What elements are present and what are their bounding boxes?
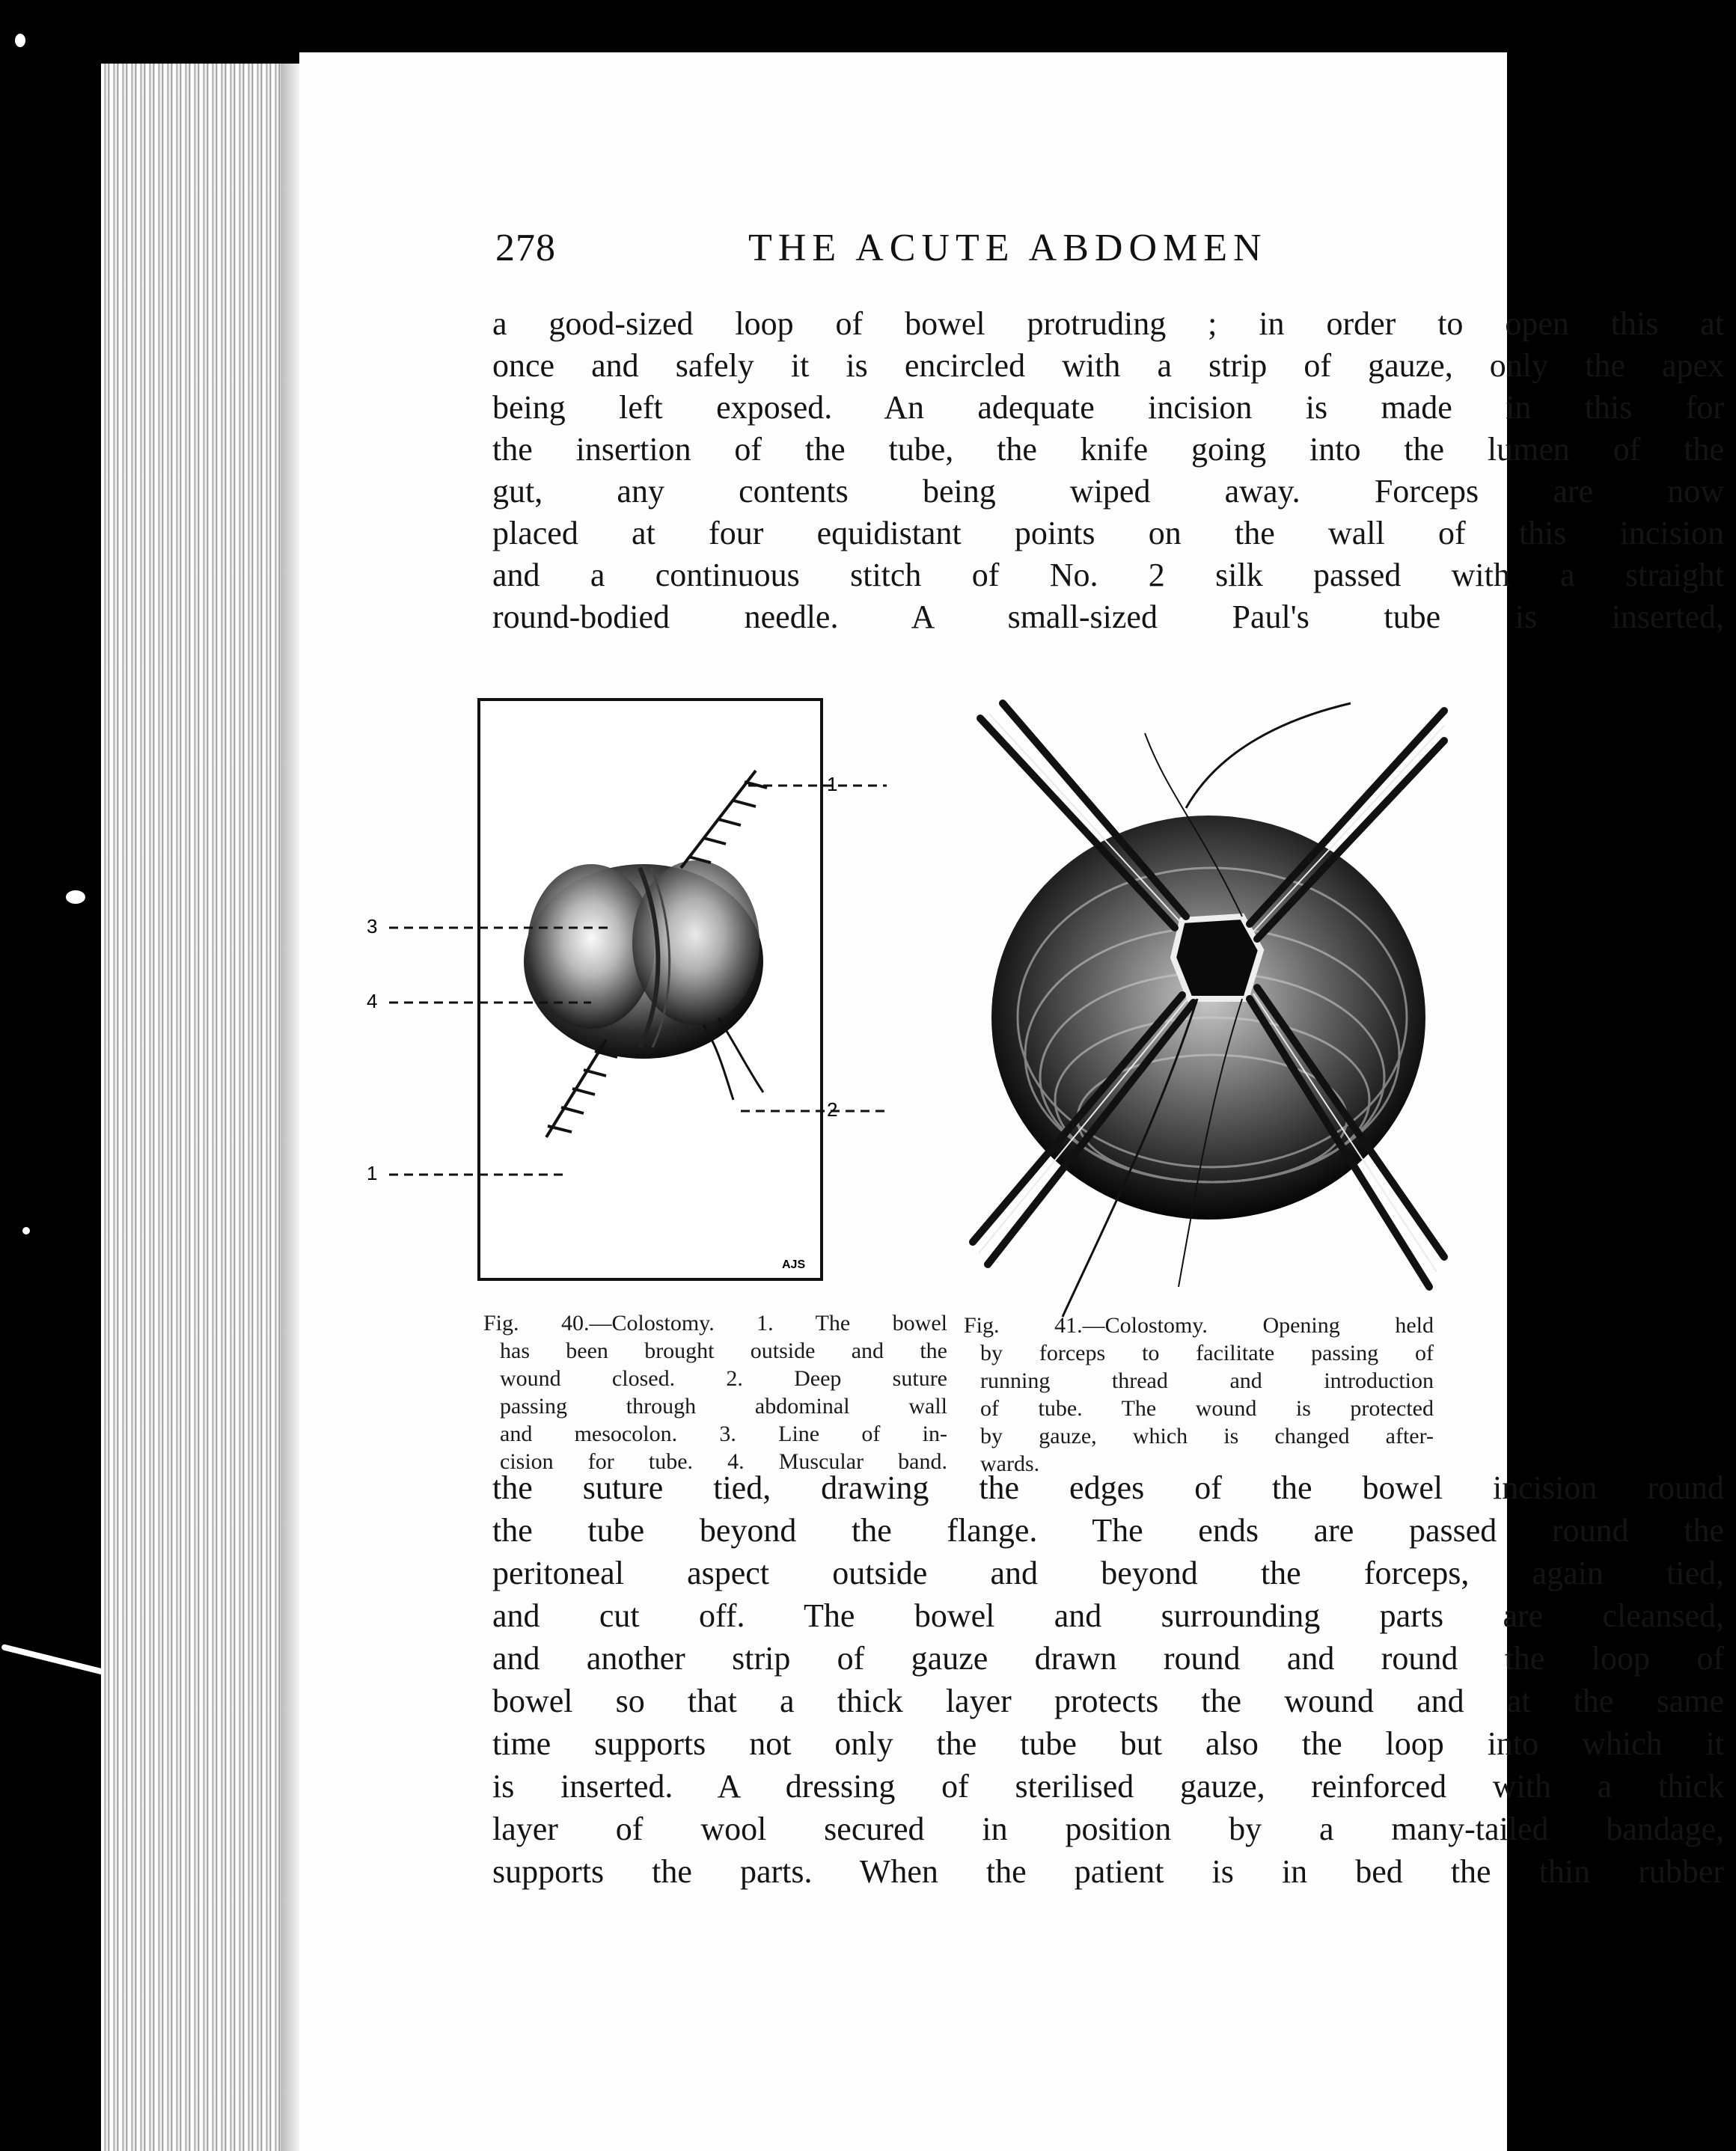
paragraph-bottom: [492, 1466, 1724, 1893]
text-line: the tube beyond the flange. The ends are passed round the: [492, 1512, 1724, 1549]
paragraph-top: [492, 303, 1724, 638]
text-line: time supports not only the tube but also the loop into which it: [492, 1725, 1724, 1762]
text-line: gut, any contents being wiped away. Forceps are now: [492, 473, 1724, 510]
text-line: supports the parts. When the patient is in bed the thin rubber: [492, 1853, 1724, 1890]
text-line: round-bodied needle. A small-sized Paul's tube is inserted,: [492, 599, 1724, 635]
text-line: the insertion of the tube, the knife going into the lumen of the: [492, 431, 1724, 468]
caption-line: and mesocolon. 3. Line of in-: [500, 1422, 947, 1446]
text-line: and another strip of gauze drawn round and round the loop of: [492, 1640, 1724, 1677]
text-line: once and safely it is encircled with a strip of gauze, only the apex: [492, 347, 1724, 384]
figure-41-illustration: [973, 703, 1736, 1332]
text-line: and a continuous stitch of No. 2 silk passed with a straight: [492, 557, 1724, 593]
text-line: and cut off. The bowel and surrounding parts are cleansed,: [492, 1597, 1724, 1634]
text-line: bowel so that a thick layer protects the wound and at the same: [492, 1683, 1724, 1719]
caption-line: wound closed. 2. Deep suture: [500, 1366, 947, 1391]
figure-40-illustration: [479, 696, 838, 1294]
caption-line: by gauze, which is changed after-: [980, 1424, 1434, 1448]
text-line: peritoneal aspect outside and beyond the forceps, again tied,: [492, 1555, 1724, 1591]
text-line: a good-sized loop of bowel protruding ; in order to open this at: [492, 305, 1724, 342]
caption-line: wards.: [980, 1451, 1040, 1476]
scan-speck: [22, 1227, 30, 1234]
book-page: [299, 52, 1724, 2151]
illustrator-signature: AJS: [782, 1258, 806, 1271]
figure-41: [973, 703, 1736, 1332]
figure-40: [367, 696, 838, 1294]
text-line: the suture tied, drawing the edges of the bowel incision round: [492, 1469, 1724, 1506]
figure-40-label: 2: [827, 1098, 838, 1121]
figure-40-label: 1: [827, 773, 838, 795]
caption-line: passing through abdominal wall: [500, 1394, 947, 1419]
text-line: layer of wool secured in position by a many-tailed bandage,: [492, 1811, 1724, 1847]
text-line: placed at four equidistant points on the wall of this incision: [492, 515, 1724, 551]
text-line: being left exposed. An adequate incision is made in this for: [492, 389, 1724, 426]
figure-40-label: 1: [367, 1162, 378, 1184]
caption-line: by forceps to facilitate passing of: [980, 1341, 1434, 1365]
bowel-lobe: [632, 860, 760, 1025]
running-title: THE ACUTE ABDOMEN: [748, 227, 1268, 269]
scan-speck: [15, 34, 25, 47]
figure-41-caption: [964, 1312, 1434, 1478]
running-head: [299, 226, 1507, 286]
caption-line: cision for tube. 4. Muscular band.: [500, 1449, 947, 1474]
figure-40-caption: [483, 1309, 947, 1475]
caption-line: Fig. 40.—Colostomy. 1. The bowel: [483, 1311, 947, 1335]
caption-line: of tube. The wound is protected: [980, 1396, 1434, 1421]
bowel-opening: [1173, 917, 1261, 999]
caption-line: Fig. 41.—Colostomy. Opening held: [964, 1313, 1434, 1338]
caption-line: has been brought outside and the: [500, 1338, 947, 1363]
book-page-edges: [101, 64, 303, 2151]
scan-speck: [66, 890, 85, 904]
figure-40-label: 4: [367, 990, 378, 1012]
page-number: 278: [495, 227, 556, 269]
scan-speck: [1, 1644, 111, 1677]
caption-line: running thread and introduction: [980, 1368, 1434, 1393]
text-line: is inserted. A dressing of sterilised gauze, reinforced with a thick: [492, 1768, 1724, 1805]
figure-40-label: 3: [367, 915, 378, 937]
